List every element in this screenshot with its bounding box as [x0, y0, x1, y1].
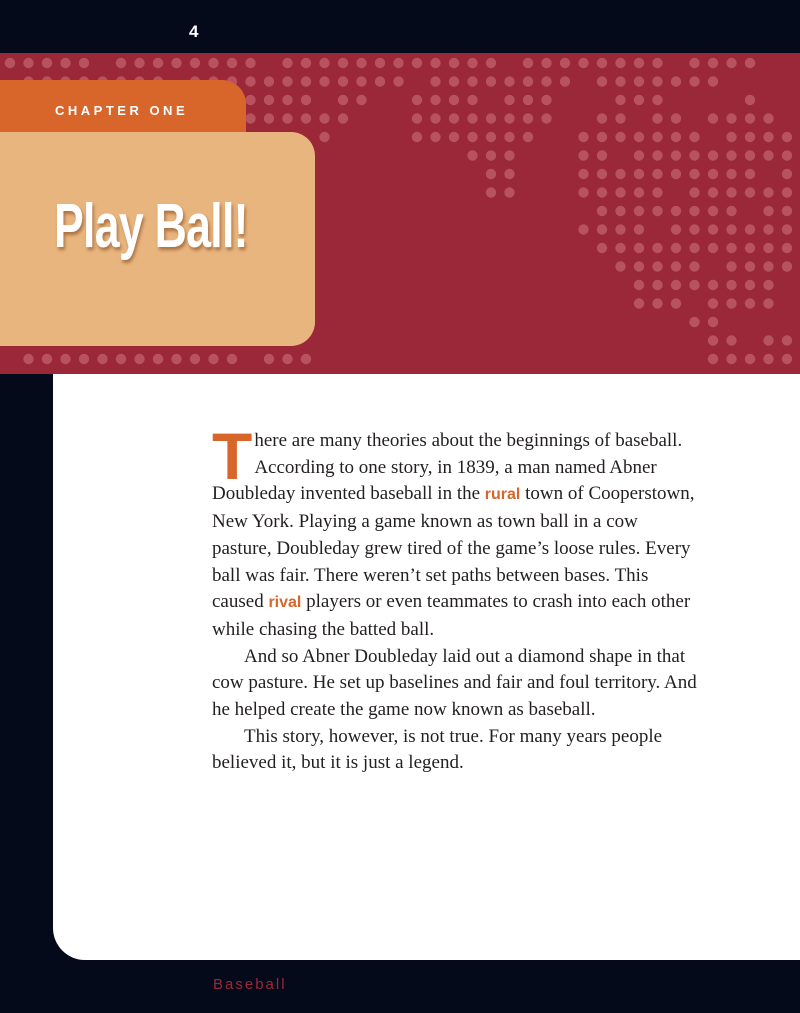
map-dot [726, 280, 736, 290]
map-dot [467, 58, 477, 68]
map-dot [578, 132, 588, 142]
map-dot [634, 187, 644, 197]
map-dot [449, 113, 459, 123]
map-dot [763, 206, 773, 216]
map-dot [615, 224, 625, 234]
map-dot [282, 354, 292, 364]
map-dot [356, 76, 366, 86]
map-dot [282, 58, 292, 68]
map-dot [486, 132, 496, 142]
map-dot [60, 354, 70, 364]
map-dot [615, 243, 625, 253]
map-dot [523, 76, 533, 86]
map-dot [763, 113, 773, 123]
map-dot [116, 58, 126, 68]
map-dot [227, 58, 237, 68]
map-dot [430, 132, 440, 142]
map-dot [763, 150, 773, 160]
map-dot [597, 206, 607, 216]
map-dot [671, 298, 681, 308]
map-dot [504, 169, 514, 179]
map-dot [42, 354, 52, 364]
map-dot [726, 58, 736, 68]
map-dot [689, 169, 699, 179]
map-dot [782, 187, 792, 197]
keyword-rural[interactable]: rural [484, 486, 521, 504]
map-dot [467, 76, 477, 86]
map-dot [301, 354, 311, 364]
map-dot [689, 187, 699, 197]
map-dot [597, 150, 607, 160]
map-dot [726, 113, 736, 123]
map-dot [208, 58, 218, 68]
paragraph-2: And so Abner Doubleday laid out a diamond shape in that cow pasture. He set up baselines and fair and foul territory. And he helped create the game now known as baseball. [212, 645, 697, 721]
map-dot [782, 224, 792, 234]
map-dot [652, 206, 662, 216]
map-dot [338, 58, 348, 68]
map-dot [412, 132, 422, 142]
map-dot [634, 280, 644, 290]
map-dot [689, 206, 699, 216]
map-dot [356, 95, 366, 105]
map-dot [652, 187, 662, 197]
map-dot [763, 280, 773, 290]
map-dot [449, 132, 459, 142]
map-dot [523, 58, 533, 68]
map-dot [652, 169, 662, 179]
map-dot [504, 113, 514, 123]
map-dot [467, 150, 477, 160]
map-dot [634, 95, 644, 105]
map-dot [60, 58, 70, 68]
map-dot [504, 76, 514, 86]
map-dot [671, 132, 681, 142]
map-dot [652, 298, 662, 308]
map-dot [597, 169, 607, 179]
map-dot [430, 58, 440, 68]
map-dot [134, 354, 144, 364]
map-dot [745, 224, 755, 234]
map-dot [116, 354, 126, 364]
chapter-title: Play Ball! [54, 192, 248, 261]
map-dot [634, 224, 644, 234]
map-dot [708, 335, 718, 345]
map-dot [171, 58, 181, 68]
map-dot [745, 132, 755, 142]
map-dot [726, 224, 736, 234]
paragraph-1-text-a: here are many theories about the beginnings of baseball. According to one story, in 1839, a man named Abner Doubleday invented baseball in the [212, 430, 683, 505]
map-dot [671, 206, 681, 216]
map-dot [597, 224, 607, 234]
map-dot [671, 243, 681, 253]
map-dot [486, 113, 496, 123]
map-dot [671, 280, 681, 290]
map-dot [745, 298, 755, 308]
map-dot [486, 150, 496, 160]
map-dot [412, 95, 422, 105]
map-dot [79, 354, 89, 364]
map-dot [652, 261, 662, 271]
map-dot [486, 169, 496, 179]
map-dot [597, 58, 607, 68]
map-dot [652, 280, 662, 290]
map-dot [782, 132, 792, 142]
map-dot [541, 76, 551, 86]
map-dot [282, 113, 292, 123]
map-dot [615, 95, 625, 105]
map-dot [689, 243, 699, 253]
map-dot [597, 113, 607, 123]
map-dot [467, 132, 477, 142]
map-dot [745, 354, 755, 364]
paragraph-1-text-c: players or even teammates to crash into each other while chasing the batted ball. [212, 591, 691, 640]
map-dot [634, 261, 644, 271]
map-dot [486, 58, 496, 68]
map-dot [338, 113, 348, 123]
map-dot [671, 76, 681, 86]
paragraph-1-text-b: town of Cooperstown, New York. Playing a game known as town ball in a cow pasture, Doubleday grew tired of the game’s loose rules. Every ball was fair. There weren’t set paths between bases. This caused [212, 483, 695, 613]
map-dot [652, 132, 662, 142]
map-dot [782, 354, 792, 364]
map-dot [745, 187, 755, 197]
body-text [212, 419, 702, 777]
map-dot [449, 95, 459, 105]
map-dot [597, 76, 607, 86]
map-dot [726, 354, 736, 364]
map-dot [652, 243, 662, 253]
map-dot [301, 58, 311, 68]
map-dot [745, 150, 755, 160]
map-dot [745, 169, 755, 179]
map-dot [356, 58, 366, 68]
map-dot [578, 187, 588, 197]
map-dot [541, 113, 551, 123]
map-dot [708, 187, 718, 197]
map-dot [430, 113, 440, 123]
map-dot [245, 58, 255, 68]
map-dot [726, 169, 736, 179]
keyword-rival[interactable]: rival [268, 594, 302, 612]
map-dot [615, 261, 625, 271]
map-dot [763, 187, 773, 197]
map-dot [763, 354, 773, 364]
map-dot [319, 113, 329, 123]
map-dot [634, 169, 644, 179]
map-dot [541, 58, 551, 68]
map-dot [689, 224, 699, 234]
map-dot [634, 243, 644, 253]
map-dot [708, 113, 718, 123]
map-dot [763, 132, 773, 142]
map-dot [301, 95, 311, 105]
map-dot [393, 76, 403, 86]
map-dot [449, 76, 459, 86]
map-dot [597, 187, 607, 197]
map-dot [726, 187, 736, 197]
map-dot [375, 76, 385, 86]
map-dot [264, 354, 274, 364]
map-dot [504, 187, 514, 197]
map-dot [689, 261, 699, 271]
map-dot [782, 335, 792, 345]
map-dot [578, 58, 588, 68]
map-dot [745, 261, 755, 271]
map-dot [430, 95, 440, 105]
map-dot [282, 76, 292, 86]
map-dot [689, 150, 699, 160]
map-dot [652, 113, 662, 123]
map-dot [264, 76, 274, 86]
map-dot [319, 76, 329, 86]
map-dot [745, 113, 755, 123]
map-dot [486, 187, 496, 197]
map-dot [689, 132, 699, 142]
map-dot [745, 243, 755, 253]
map-dot [282, 95, 292, 105]
map-dot [708, 224, 718, 234]
map-dot [708, 169, 718, 179]
map-dot [578, 150, 588, 160]
map-dot [227, 354, 237, 364]
map-dot [782, 169, 792, 179]
map-dot [412, 58, 422, 68]
map-dot [504, 132, 514, 142]
map-dot [652, 150, 662, 160]
map-dot [42, 58, 52, 68]
map-dot [726, 335, 736, 345]
map-dot [301, 76, 311, 86]
map-dot [708, 76, 718, 86]
map-dot [782, 206, 792, 216]
map-dot [615, 206, 625, 216]
map-dot [708, 150, 718, 160]
map-dot [689, 58, 699, 68]
map-dot [153, 354, 163, 364]
map-dot [560, 76, 570, 86]
map-dot [5, 58, 15, 68]
map-dot [615, 58, 625, 68]
map-dot [763, 261, 773, 271]
map-dot [671, 113, 681, 123]
map-dot [745, 95, 755, 105]
map-dot [763, 243, 773, 253]
map-dot [504, 150, 514, 160]
map-dot [708, 58, 718, 68]
map-dot [597, 243, 607, 253]
map-dot [726, 261, 736, 271]
map-dot [190, 58, 200, 68]
map-dot [541, 95, 551, 105]
map-dot [782, 261, 792, 271]
map-dot [782, 150, 792, 160]
map-dot [153, 58, 163, 68]
map-dot [634, 58, 644, 68]
map-dot [708, 206, 718, 216]
map-dot [671, 169, 681, 179]
map-dot [726, 243, 736, 253]
footer-book-title: Baseball [213, 976, 287, 993]
map-dot [578, 224, 588, 234]
map-dot [430, 76, 440, 86]
map-dot [708, 354, 718, 364]
map-dot [726, 206, 736, 216]
map-dot [708, 317, 718, 327]
map-dot [745, 58, 755, 68]
map-dot [708, 243, 718, 253]
map-dot [652, 76, 662, 86]
map-dot [634, 76, 644, 86]
chapter-label: CHAPTER ONE [55, 103, 189, 118]
map-dot [190, 354, 200, 364]
map-dot [671, 150, 681, 160]
map-dot [763, 224, 773, 234]
map-dot [689, 76, 699, 86]
map-dot [652, 95, 662, 105]
map-dot [171, 354, 181, 364]
map-dot [504, 95, 514, 105]
map-dot [245, 95, 255, 105]
paragraph-1 [212, 419, 702, 644]
map-dot [338, 76, 348, 86]
paragraph-3: This story, however, is not true. For many years people believed it, but it is just a legend. [212, 725, 663, 774]
map-dot [708, 280, 718, 290]
map-dot [560, 58, 570, 68]
map-dot [615, 187, 625, 197]
map-dot [763, 298, 773, 308]
map-dot [245, 76, 255, 86]
map-dot [23, 58, 33, 68]
map-dot [523, 113, 533, 123]
map-dot [671, 224, 681, 234]
map-dot [578, 169, 588, 179]
map-dot [634, 298, 644, 308]
map-dot [745, 280, 755, 290]
map-dot [726, 298, 736, 308]
map-dot [634, 206, 644, 216]
map-dot [615, 132, 625, 142]
map-dot [23, 354, 33, 364]
map-dot [689, 317, 699, 327]
map-dot [634, 150, 644, 160]
map-dot [79, 58, 89, 68]
map-dot [393, 58, 403, 68]
map-dot [245, 113, 255, 123]
map-dot [134, 58, 144, 68]
map-dot [763, 335, 773, 345]
map-dot [597, 132, 607, 142]
map-dot [689, 280, 699, 290]
map-dot [726, 150, 736, 160]
map-dot [708, 298, 718, 308]
map-dot [523, 132, 533, 142]
map-dot [319, 58, 329, 68]
map-dot [652, 58, 662, 68]
map-dot [97, 354, 107, 364]
map-dot [208, 354, 218, 364]
map-dot [264, 95, 274, 105]
map-dot [726, 132, 736, 142]
drop-cap: T [212, 419, 253, 493]
map-dot [412, 113, 422, 123]
map-dot [301, 113, 311, 123]
map-dot [615, 76, 625, 86]
page-number: 4 [189, 22, 199, 41]
map-dot [615, 113, 625, 123]
map-dot [486, 76, 496, 86]
map-dot [523, 95, 533, 105]
map-dot [615, 169, 625, 179]
map-dot [634, 132, 644, 142]
map-dot [338, 95, 348, 105]
map-dot [264, 113, 274, 123]
map-dot [671, 261, 681, 271]
map-dot [375, 58, 385, 68]
map-dot [782, 243, 792, 253]
map-dot [319, 132, 329, 142]
map-dot [449, 58, 459, 68]
map-dot [467, 95, 477, 105]
map-dot [467, 113, 477, 123]
